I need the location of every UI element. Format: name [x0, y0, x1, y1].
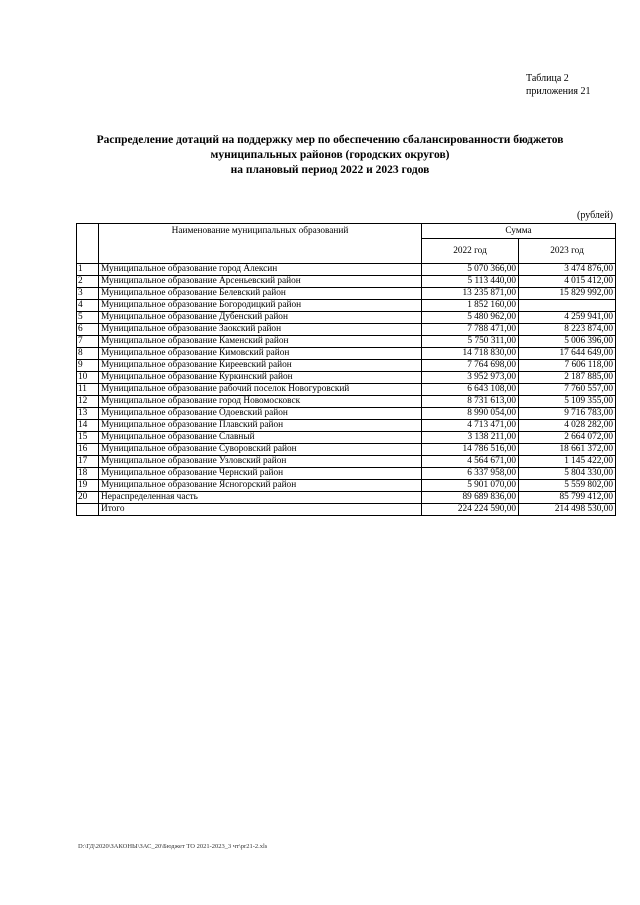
table-row	[77, 288, 616, 300]
table-row	[77, 372, 616, 384]
amount-2022: 224 224 590,00	[422, 504, 519, 516]
municipality-name: Муниципальное образование Богородицкий район	[99, 300, 422, 312]
appendix-number: приложения 21	[526, 86, 591, 97]
table-row	[77, 408, 616, 420]
municipality-name: Муниципальное образование Куркинский район	[99, 372, 422, 384]
table-row	[77, 492, 616, 504]
row-number: 5	[77, 312, 99, 324]
amount-2022: 89 689 836,00	[422, 492, 519, 504]
amount-2022: 4 564 671,00	[422, 456, 519, 468]
amount-2023: 4 259 941,00	[519, 312, 616, 324]
amount-2022: 7 764 698,00	[422, 360, 519, 372]
unit-label: (рублей)	[577, 210, 614, 221]
title-line-2: муниципальных районов (городских округов)	[210, 149, 450, 161]
header-sum: Сумма	[422, 224, 616, 239]
row-number: 4	[77, 300, 99, 312]
row-number: 8	[77, 348, 99, 360]
amount-2022: 6 643 108,00	[422, 384, 519, 396]
table-row	[77, 264, 616, 276]
municipality-name: Муниципальное образование Узловский район	[99, 456, 422, 468]
municipality-name: Итого	[99, 504, 422, 516]
municipality-name: Муниципальное образование Киреевский район	[99, 360, 422, 372]
amount-2023	[519, 300, 616, 312]
amount-2022: 8 990 054,00	[422, 408, 519, 420]
amount-2023: 5 109 355,00	[519, 396, 616, 408]
title-line-3: на плановый период 2022 и 2023 годов	[230, 164, 430, 176]
row-number: 6	[77, 324, 99, 336]
row-number: 12	[77, 396, 99, 408]
amount-2023: 214 498 530,00	[519, 504, 616, 516]
amount-2022: 14 786 516,00	[422, 444, 519, 456]
municipality-name: Муниципальное образование Белевский район	[99, 288, 422, 300]
amount-2022: 3 952 973,00	[422, 372, 519, 384]
amount-2022: 1 852 160,00	[422, 300, 519, 312]
document-title	[60, 133, 600, 178]
row-number: 19	[77, 480, 99, 492]
amount-2023: 5 804 330,00	[519, 468, 616, 480]
municipality-name: Муниципальное образование Суворовский район	[99, 444, 422, 456]
table-row	[77, 480, 616, 492]
amount-2023: 5 006 396,00	[519, 336, 616, 348]
amount-2023: 85 799 412,00	[519, 492, 616, 504]
row-number: 14	[77, 420, 99, 432]
amount-2023: 17 644 649,00	[519, 348, 616, 360]
table-row	[77, 396, 616, 408]
amount-2023: 5 559 802,00	[519, 480, 616, 492]
municipality-name: Муниципальное образование Дубенский район	[99, 312, 422, 324]
table-row	[77, 432, 616, 444]
municipality-name: Муниципальное образование Плавский район	[99, 420, 422, 432]
amount-2023: 7 606 118,00	[519, 360, 616, 372]
municipality-name: Муниципальное образование Чернский район	[99, 468, 422, 480]
row-number: 18	[77, 468, 99, 480]
table-row	[77, 468, 616, 480]
amount-2023: 15 829 992,00	[519, 288, 616, 300]
header-name: Наименование муниципальных образований	[99, 224, 422, 264]
subsidy-table	[76, 223, 616, 516]
amount-2023: 7 760 557,00	[519, 384, 616, 396]
row-number: 2	[77, 276, 99, 288]
municipality-name: Муниципальное образование Каменский район	[99, 336, 422, 348]
table-row	[77, 456, 616, 468]
row-number: 9	[77, 360, 99, 372]
table-row	[77, 300, 616, 312]
table-number: Таблица 2	[526, 73, 569, 84]
table-row	[77, 504, 616, 516]
amount-2023: 9 716 783,00	[519, 408, 616, 420]
municipality-name: Муниципальное образование город Алексин	[99, 264, 422, 276]
table-row	[77, 444, 616, 456]
amount-2022: 5 901 070,00	[422, 480, 519, 492]
file-path-footer: D:\ГД\2020\ЗАКОНЫ\ЗАС_20\Бюджет ТО 2021-2023_3 чт\pr21-2.xls	[78, 843, 268, 850]
header-year-2023: 2023 год	[519, 239, 616, 264]
municipality-name: Нераспределенная часть	[99, 492, 422, 504]
amount-2023: 1 145 422,00	[519, 456, 616, 468]
amount-2022: 6 337 958,00	[422, 468, 519, 480]
table-row	[77, 324, 616, 336]
amount-2023: 2 187 885,00	[519, 372, 616, 384]
amount-2023: 4 028 282,00	[519, 420, 616, 432]
row-number: 17	[77, 456, 99, 468]
municipality-name: Муниципальное образование Ясногорский район	[99, 480, 422, 492]
table-row	[77, 420, 616, 432]
row-number: 13	[77, 408, 99, 420]
table-row	[77, 312, 616, 324]
table-row	[77, 384, 616, 396]
row-number: 7	[77, 336, 99, 348]
amount-2023: 4 015 412,00	[519, 276, 616, 288]
amount-2022: 8 731 613,00	[422, 396, 519, 408]
municipality-name: Муниципальное образование город Новомосковск	[99, 396, 422, 408]
row-number: 1	[77, 264, 99, 276]
amount-2023: 18 661 372,00	[519, 444, 616, 456]
table-row	[77, 336, 616, 348]
header-year-2022: 2022 год	[422, 239, 519, 264]
amount-2022: 4 713 471,00	[422, 420, 519, 432]
municipality-name: Муниципальное образование Одоевский район	[99, 408, 422, 420]
row-number: 11	[77, 384, 99, 396]
municipality-name: Муниципальное образование рабочий поселок Новогуровский	[99, 384, 422, 396]
table-caption	[526, 72, 590, 98]
title-line-1: Распределение дотаций на поддержку мер по обеспечению сбалансированности бюджетов	[96, 134, 564, 146]
row-number: 15	[77, 432, 99, 444]
amount-2022: 5 750 311,00	[422, 336, 519, 348]
row-number: 20	[77, 492, 99, 504]
amount-2023: 2 664 072,00	[519, 432, 616, 444]
row-number	[77, 504, 99, 516]
table-row	[77, 276, 616, 288]
row-number: 3	[77, 288, 99, 300]
municipality-name: Муниципальное образование Арсеньевский район	[99, 276, 422, 288]
amount-2022: 5 070 366,00	[422, 264, 519, 276]
row-number: 16	[77, 444, 99, 456]
row-number: 10	[77, 372, 99, 384]
municipality-name: Муниципальное образование Кимовский район	[99, 348, 422, 360]
amount-2022: 13 235 871,00	[422, 288, 519, 300]
municipality-name: Муниципальное образование Славный	[99, 432, 422, 444]
municipality-name: Муниципальное образование Заокский район	[99, 324, 422, 336]
header-number	[77, 224, 99, 264]
amount-2023: 8 223 874,00	[519, 324, 616, 336]
amount-2022: 3 138 211,00	[422, 432, 519, 444]
amount-2022: 5 480 962,00	[422, 312, 519, 324]
amount-2022: 5 113 440,00	[422, 276, 519, 288]
amount-2023: 3 474 876,00	[519, 264, 616, 276]
amount-2022: 14 718 830,00	[422, 348, 519, 360]
table-row	[77, 360, 616, 372]
amount-2022: 7 788 471,00	[422, 324, 519, 336]
table-row	[77, 348, 616, 360]
